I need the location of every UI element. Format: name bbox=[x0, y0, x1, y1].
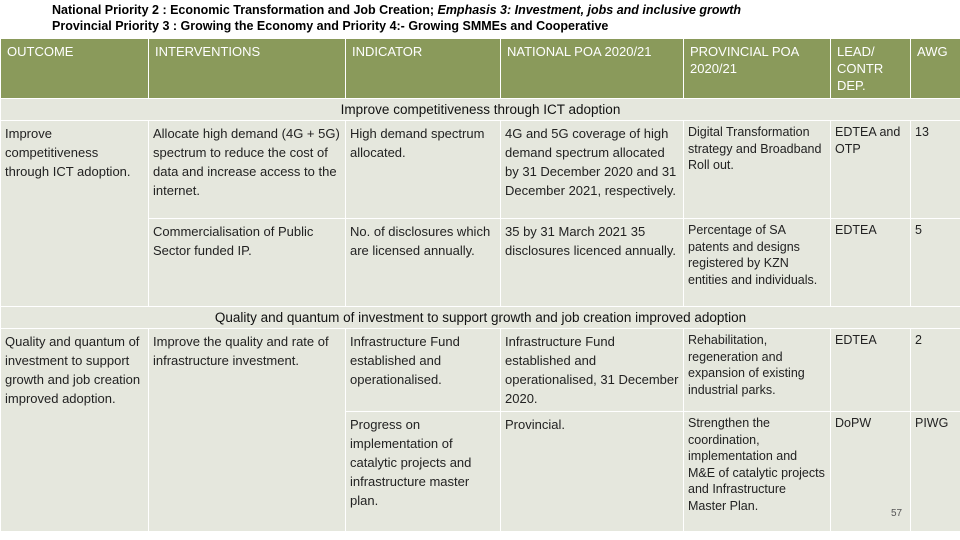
page-header bbox=[52, 2, 741, 34]
header-line-1-main: National Priority 2 : Economic Transformation and Job Creation; bbox=[52, 3, 438, 17]
col-header-lead: LEAD/ CONTR DEP. bbox=[831, 39, 911, 99]
table-row bbox=[1, 329, 960, 412]
lead-cell: EDTEA and OTP bbox=[831, 121, 911, 219]
table-header-row bbox=[1, 39, 960, 99]
col-header-awg: AWG bbox=[911, 39, 960, 99]
awg-cell: 13 bbox=[911, 121, 960, 219]
section-band-investment bbox=[1, 307, 960, 329]
section-title-ict: Improve competitiveness through ICT adoption bbox=[1, 99, 960, 121]
national-poa-cell: 35 by 31 March 2021 35 disclosures licenced annually. bbox=[501, 219, 684, 307]
col-header-outcome: OUTCOME bbox=[1, 39, 149, 99]
outcome-cell: Improve competitiveness through ICT adoption. bbox=[1, 121, 149, 307]
col-header-national-poa: NATIONAL POA 2020/21 bbox=[501, 39, 684, 99]
table-row bbox=[1, 121, 960, 219]
page-number: 57 bbox=[891, 508, 903, 519]
indicator-cell: Progress on implementation of catalytic projects and infrastructure master plan. bbox=[346, 412, 501, 532]
provincial-poa-cell: Digital Transformation strategy and Broadband Roll out. bbox=[684, 121, 831, 219]
national-poa-cell: Infrastructure Fund established and operationalised, 31 December 2020. bbox=[501, 329, 684, 412]
national-poa-cell: 4G and 5G coverage of high demand spectrum allocated by 31 December 2020 and 31 December 2021, respectively. bbox=[501, 121, 684, 219]
lead-cell: DoPW bbox=[831, 412, 911, 532]
header-line-1-emphasis: Emphasis 3: Investment, jobs and inclusive growth bbox=[437, 3, 742, 17]
col-header-provincial-poa: PROVINCIAL POA 2020/21 bbox=[684, 39, 831, 99]
header-line-2: Provincial Priority 3 : Growing the Economy and Priority 4:- Growing SMMEs and Cooperative bbox=[52, 19, 609, 33]
indicator-cell: Infrastructure Fund established and operationalised. bbox=[346, 329, 501, 412]
provincial-poa-cell: Rehabilitation, regeneration and expansion of existing industrial parks. bbox=[684, 329, 831, 412]
intervention-cell: Improve the quality and rate of infrastructure investment. bbox=[149, 329, 346, 532]
poa-table bbox=[0, 38, 960, 532]
national-poa-cell: Provincial. bbox=[501, 412, 684, 532]
provincial-poa-cell: Percentage of SA patents and designs registered by KZN entities and individuals. bbox=[684, 219, 831, 307]
awg-cell: 5 bbox=[911, 219, 960, 307]
header-line-1 bbox=[52, 2, 741, 18]
col-header-indicator: INDICATOR bbox=[346, 39, 501, 99]
lead-cell: EDTEA bbox=[831, 329, 911, 412]
section-band-ict bbox=[1, 99, 960, 121]
poa-table-wrapper bbox=[0, 38, 960, 532]
col-header-interventions: INTERVENTIONS bbox=[149, 39, 346, 99]
indicator-cell: High demand spectrum allocated. bbox=[346, 121, 501, 219]
provincial-poa-cell: Strengthen the coordination, implementation and M&E of catalytic projects and Infrastructure Master Plan. bbox=[684, 412, 831, 532]
outcome-cell: Quality and quantum of investment to support growth and job creation improved adoption. bbox=[1, 329, 149, 532]
awg-cell: 2 bbox=[911, 329, 960, 412]
awg-cell: PIWG bbox=[911, 412, 960, 532]
indicator-cell: No. of disclosures which are licensed annually. bbox=[346, 219, 501, 307]
section-title-investment: Quality and quantum of investment to support growth and job creation improved adoption bbox=[1, 307, 960, 329]
intervention-cell: Commercialisation of Public Sector funded IP. bbox=[149, 219, 346, 307]
intervention-cell: Allocate high demand (4G + 5G) spectrum to reduce the cost of data and increase access to the internet. bbox=[149, 121, 346, 219]
lead-cell: EDTEA bbox=[831, 219, 911, 307]
